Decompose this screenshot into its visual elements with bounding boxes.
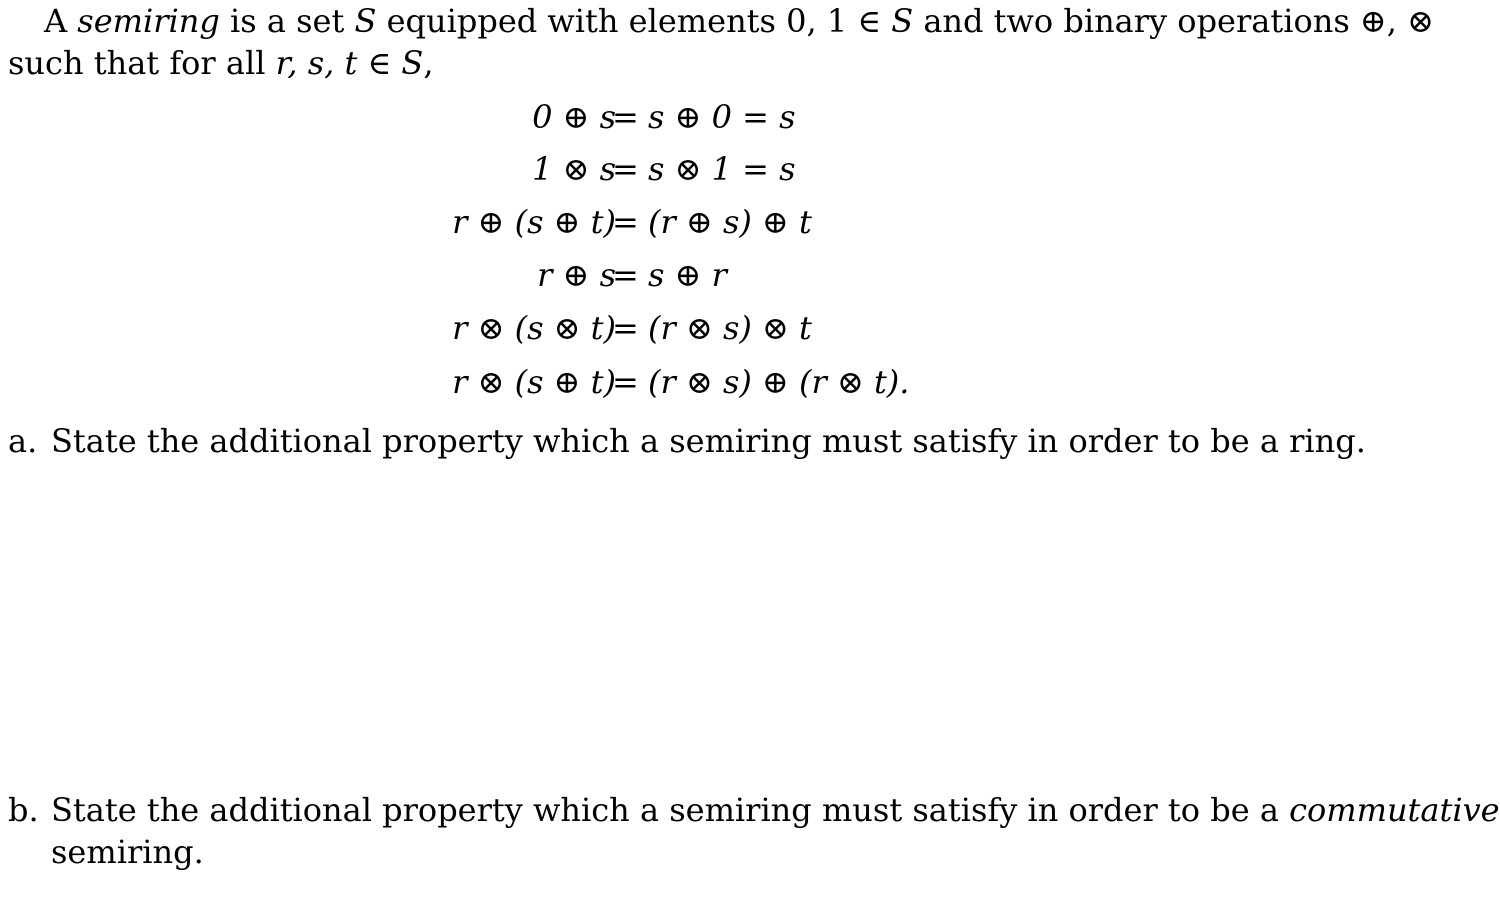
- intro-text: ,: [423, 44, 434, 82]
- equation-lhs: r ⊕ (s ⊕ t): [452, 203, 616, 241]
- equals-sign: =: [612, 150, 639, 188]
- intro-line-2: [8, 42, 1418, 84]
- equals-sign: =: [612, 98, 639, 136]
- equation-rhs: (r ⊗ s) ⊗ t: [648, 309, 812, 347]
- equation-row: [0, 197, 1428, 247]
- equation-rhs: (r ⊗ s) ⊕ (r ⊗ t).: [648, 363, 910, 401]
- equation-row: [0, 357, 1428, 407]
- question-line: [8, 831, 1418, 873]
- variables: r, s, t: [275, 44, 358, 82]
- set-symbol: S: [354, 2, 377, 40]
- set-symbol: S: [891, 2, 914, 40]
- equation-row: [0, 144, 1428, 194]
- intro-text: and two binary operations ⊕, ⊗: [913, 2, 1434, 40]
- intro-text: A: [44, 2, 78, 40]
- equation-lhs: r ⊗ (s ⊕ t): [452, 363, 616, 401]
- question-line: [8, 789, 1500, 831]
- question-a: [8, 420, 1418, 462]
- question-label: a.: [8, 422, 38, 460]
- equals-sign: =: [612, 203, 639, 241]
- intro-text: equipped with elements 0, 1 ∈: [376, 2, 892, 40]
- equation-rhs: s ⊕ r: [648, 256, 727, 294]
- equation-row: [0, 92, 1428, 142]
- intro-text: ∈: [357, 44, 402, 82]
- equation-lhs: 0 ⊕ s: [532, 98, 616, 136]
- equation-row: [0, 250, 1428, 300]
- equation-lhs: r ⊕ s: [537, 256, 616, 294]
- equals-sign: =: [612, 363, 639, 401]
- equation-row: [0, 303, 1428, 353]
- equation-lhs: 1 ⊗ s: [532, 150, 616, 188]
- question-label: b.: [8, 791, 39, 829]
- intro-paragraph: [8, 0, 1434, 84]
- equation-rhs: s ⊗ 1 = s: [648, 150, 796, 188]
- question-b: [8, 789, 1500, 873]
- commutative-term: commutative: [1289, 791, 1500, 829]
- question-text: State the additional property which a semiring must satisfy in order to be a: [51, 791, 1290, 829]
- equation-rhs: s ⊕ 0 = s: [648, 98, 796, 136]
- question-text: semiring.: [51, 833, 204, 871]
- semiring-term: semiring: [77, 2, 220, 40]
- equation-lhs: r ⊗ (s ⊗ t): [452, 309, 616, 347]
- intro-text: is a set: [219, 2, 355, 40]
- equals-sign: =: [612, 309, 639, 347]
- question-text: State the additional property which a semiring must satisfy in order to be a ring.: [51, 422, 1366, 460]
- intro-text: such that for all: [8, 44, 276, 82]
- equation-rhs: (r ⊕ s) ⊕ t: [648, 203, 812, 241]
- equals-sign: =: [612, 256, 639, 294]
- set-symbol: S: [401, 44, 424, 82]
